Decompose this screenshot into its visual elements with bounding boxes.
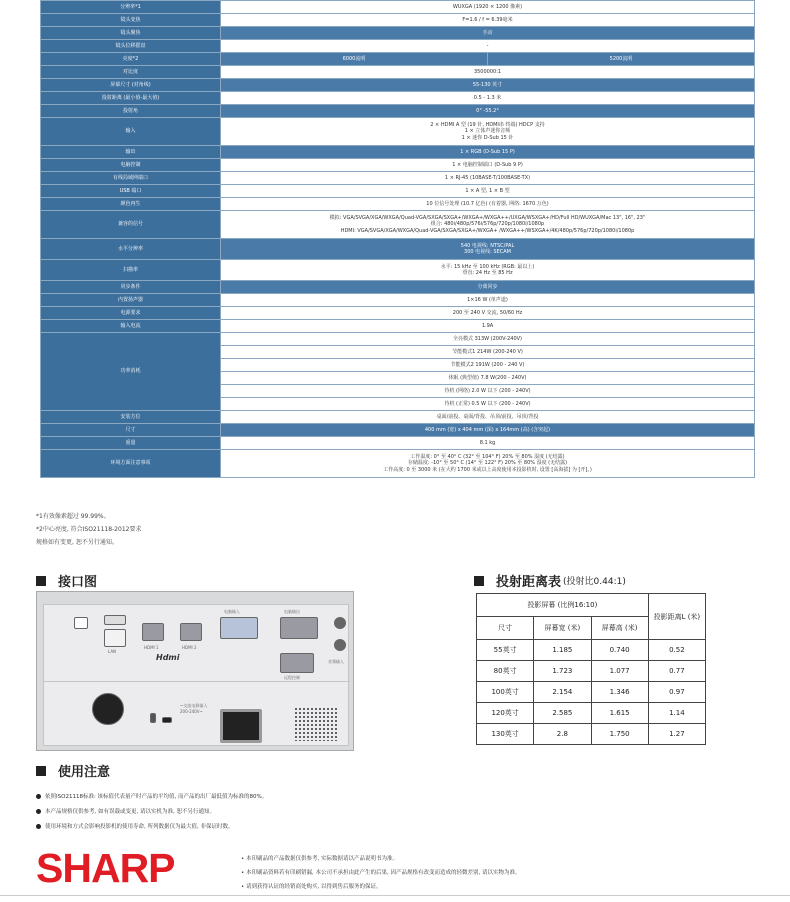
spec-value: 5200流明: [488, 53, 755, 66]
spec-value: 1 × RJ-45 (10BASE-T/100BASE-TX): [221, 172, 755, 185]
power-input-label: ~交流电源输入 200-240V~: [180, 703, 208, 714]
spec-value: 1 × A 型, 1 × B 型: [221, 185, 755, 198]
square-bullet-icon: [36, 576, 46, 586]
footnotes: [36, 510, 141, 549]
header-screen: 投影屏幕 (比例16:10): [477, 594, 649, 617]
spec-row: [41, 411, 755, 424]
hdmi1-label: HDMI 1: [144, 645, 159, 650]
spec-row: [41, 105, 755, 118]
spec-row: [41, 260, 755, 281]
usb-b-port: [74, 617, 88, 629]
spec-row: [41, 79, 755, 92]
spec-value: 540 电视线: NTSC/PAL 300 电视线: SECAM: [221, 239, 755, 260]
spec-label: 投射距离 (最小值-最大值): [41, 92, 221, 105]
rs232-label: 远程控制: [284, 675, 300, 680]
footnote: 规格如有变更, 恕不另行通知。: [36, 539, 118, 546]
spec-label: 环境方面注意事项: [41, 450, 221, 478]
spec-label: 尺寸: [41, 424, 221, 437]
spec-value: 2 × HDMI A 型 (19 针, HDMI串 终端) HDCP 支持 1 × 立体声迷你音频 1 × 迷你 D-Sub 15 针: [221, 118, 755, 146]
spec-value: 10 位信号处理 (10.7 亿色) (有着器, 网络: 1670 万色): [221, 198, 755, 211]
spec-label: 对比度: [41, 66, 221, 79]
spec-row: [41, 307, 755, 320]
table-row: 80英寸 1.723 1.077 0.77: [477, 661, 706, 682]
spec-row: [41, 118, 755, 146]
spec-value: 节能模式2 191W (200 - 240 V): [221, 359, 755, 372]
spec-value: 1.9A: [221, 320, 755, 333]
spec-row: [41, 333, 755, 346]
spec-label: 输入: [41, 118, 221, 146]
lan-label: LAN: [108, 649, 117, 654]
spec-value: 0.5 - 1.3 米: [221, 92, 755, 105]
spec-row: [41, 185, 755, 198]
caution-heading: 使用注意: [36, 761, 110, 780]
spec-row: [41, 159, 755, 172]
spec-value: 分离同步: [221, 281, 755, 294]
table-row: 130英寸 2.8 1.750 1.27: [477, 724, 706, 745]
vga-in-port: [220, 617, 258, 639]
spec-row: [41, 92, 755, 105]
spec-label: 镜头位移摇盘: [41, 40, 221, 53]
spec-row: [41, 320, 755, 333]
rs232-port: [280, 653, 314, 673]
spec-label: 屏幕尺寸 (对角线): [41, 79, 221, 92]
spec-value: 0° -55.2°: [221, 105, 755, 118]
vga-out-label: 电脑输出: [284, 609, 300, 614]
interface-heading: 接口图: [36, 571, 97, 590]
interface-diagram: [36, 591, 354, 751]
list-item: 本产品规格仅供参考, 如有误载或变更, 请以实机为准, 恕不另行通知。: [36, 805, 267, 820]
spec-value: 工作温度: 0° 至 40° C (32° 至 104° F) 20% 至 80% 湿度 (无结露) 存储温度: -10° 至 50° C (14° 至 122° F) 20% 至 80% 湿度 (无结露) 工作高度: 0 至 3000 米 (在大约 1700 米或以上高度使用本投影机时, 设置 [高海拔] 为 [开]。): [221, 450, 755, 478]
hdmi-logo: Hdmi: [156, 653, 180, 662]
vent-grille: [294, 707, 338, 741]
list-item: 使用环境和方式会影响投影机的使用寿命, 所列数据仅为最大值, 非保证时数。: [36, 820, 267, 835]
spec-row: [41, 53, 755, 66]
spec-label: 亮度*2: [41, 53, 221, 66]
table-row: 55英寸 1.185 0.740 0.52: [477, 640, 706, 661]
audio-out-jack: [334, 617, 346, 629]
lock-icon: [150, 713, 156, 723]
spec-row: [41, 450, 755, 478]
spec-value: 全亮模式 313W (200V-240V): [221, 333, 755, 346]
spec-row: [41, 40, 755, 53]
spec-label: 电源要求: [41, 307, 221, 320]
spec-label: 重量: [41, 437, 221, 450]
hdmi2-label: HDMI 2: [182, 645, 197, 650]
spec-row: [41, 146, 755, 159]
spec-value: 待机 (网络) 2.0 W 以下 (200 - 240V): [221, 385, 755, 398]
header-distance: 投影距离L (米): [648, 594, 705, 640]
spec-table: [40, 0, 755, 478]
spec-label: 安装方位: [41, 411, 221, 424]
distance-heading: 投射距离表 (投射比0.44:1): [474, 571, 626, 590]
spec-value: 3500000:1: [221, 66, 755, 79]
bullet-icon: [36, 809, 41, 814]
spec-label: 有线局域网端口: [41, 172, 221, 185]
spec-label: 分辨率*1: [41, 1, 221, 14]
spec-value: 待机 (正常) 0.5 W 以下 (200 - 240V): [221, 398, 755, 411]
spec-row: [41, 294, 755, 307]
table-row: 100英寸 2.154 1.346 0.97: [477, 682, 706, 703]
spec-label: 兼容的信号: [41, 211, 221, 239]
spec-value: 55-130 英寸: [221, 79, 755, 92]
spec-value: 1×16 W (单声道): [221, 294, 755, 307]
audio-label: 音频输入: [328, 659, 344, 664]
spec-label: 内置扬声器: [41, 294, 221, 307]
security-slot: [162, 717, 172, 723]
spec-label: 颜色再生: [41, 198, 221, 211]
spec-value: 水平: 15 kHz 至 100 kHz (RGB: 最以上) 垂直: 24 Hz 至 85 Hz: [221, 260, 755, 281]
spec-row: [41, 437, 755, 450]
spec-value: F=1.6 / f = 6.39毫米: [221, 14, 755, 27]
spec-label: 功率消耗: [41, 333, 221, 411]
usb-a-port: [104, 615, 126, 625]
spec-label: 扫描率: [41, 260, 221, 281]
spec-label: 镜头变焦: [41, 14, 221, 27]
column-header: 屏幕高 (米): [591, 617, 648, 640]
column-header: 屏幕宽 (米): [534, 617, 591, 640]
spec-label: 输出: [41, 146, 221, 159]
spec-row: [41, 66, 755, 79]
spec-row: [41, 211, 755, 239]
spec-row: [41, 239, 755, 260]
footnote: *1有效像素超过 99.99%。: [36, 513, 110, 520]
spec-row: [41, 172, 755, 185]
spec-value: 节能模式1 214W (200-240 V): [221, 346, 755, 359]
spec-value: 休眠 (典型值) 7.8 W(200 - 240V): [221, 372, 755, 385]
spec-label: 输入电流: [41, 320, 221, 333]
vga-in-label: 电脑输入: [224, 609, 240, 614]
spec-row: [41, 14, 755, 27]
spec-label: 镜头聚焦: [41, 27, 221, 40]
spec-label: USB 端口: [41, 185, 221, 198]
sharp-logo: SHARP: [36, 845, 175, 891]
hdmi2-port: [180, 623, 202, 641]
audio-in-jack: [334, 639, 346, 651]
bullet-icon: [36, 794, 41, 799]
spec-row: [41, 424, 755, 437]
spec-value: WUXGA (1920 × 1200 像素): [221, 1, 755, 14]
spec-value: 400 mm (宽) x 404 mm (深) x 164mm (高) (含突起): [221, 424, 755, 437]
spec-value: -: [221, 40, 755, 53]
spec-value: 桌面/前投、桌面/背投、吊顶/前投、吊顶/背投: [221, 411, 755, 424]
spec-value: 200 至 240 V 交流, 50/60 Hz: [221, 307, 755, 320]
spec-label: 投射角: [41, 105, 221, 118]
spec-label: 水平分辨率: [41, 239, 221, 260]
disclaimer: • 本印刷品的产品数据仅供参考, 实际数据请以产品说明书为准。 • 本印刷品资料若有印刷错漏, 本公司不承担由此产生的后果, 因产品规格有改变而造成的轻微差别, 请以实物为准。 • 请到获得认证的经销商处购买, 以得到售后服务的保证。: [241, 856, 521, 890]
spec-row: [41, 198, 755, 211]
power-button: [92, 693, 124, 725]
spec-value: 模拟: VGA/SVGA/XGA/WXGA/Quad-VGA/SXGA/SXGA+/WXGA+/WXGA++/UXGA/WSXGA+/HD/Full HD/WUXGA/Mac 13", 16", 23" 组合: 480i/480p/576i/576p/720p/1080i/1080p HDMI: VGA/SVGA/XGA/WXGA/Quad-VGA/SXGA/SXGA+/WXGA+ /WXGA++/WSXGA+/4K/480p/576p/720p/1080i/1080p: [221, 211, 755, 239]
ac-inlet: [220, 709, 262, 743]
spec-value: 1 × RGB (D-Sub 15 P): [221, 146, 755, 159]
table-row: 120英寸 2.585 1.615 1.14: [477, 703, 706, 724]
spec-row: [41, 1, 755, 14]
caution-list: [36, 790, 267, 835]
spec-label: 同步条件: [41, 281, 221, 294]
square-bullet-icon: [474, 576, 484, 586]
hdmi1-port: [142, 623, 164, 641]
spec-value: 手动: [221, 27, 755, 40]
lan-port: [104, 629, 126, 647]
spec-value: 8.1 kg: [221, 437, 755, 450]
distance-table: [476, 593, 706, 745]
spec-row: [41, 281, 755, 294]
footnote: *2中心亮度, 符合ISO21118-2012要求: [36, 526, 142, 533]
vga-out-port: [280, 617, 318, 639]
square-bullet-icon: [36, 766, 46, 776]
list-item: 依照ISO21118标准: 该标值代表量产时产品的平均值, 而产品的出厂最低值为标准的80%。: [36, 790, 267, 805]
column-header: 尺寸: [477, 617, 534, 640]
spec-value: 6000流明: [221, 53, 488, 66]
spec-label: 电脑控制: [41, 159, 221, 172]
spec-value: 1 × 电脑控制端口 (D-Sub 9 P): [221, 159, 755, 172]
bullet-icon: [36, 824, 41, 829]
spec-row: [41, 27, 755, 40]
divider: [0, 895, 790, 896]
